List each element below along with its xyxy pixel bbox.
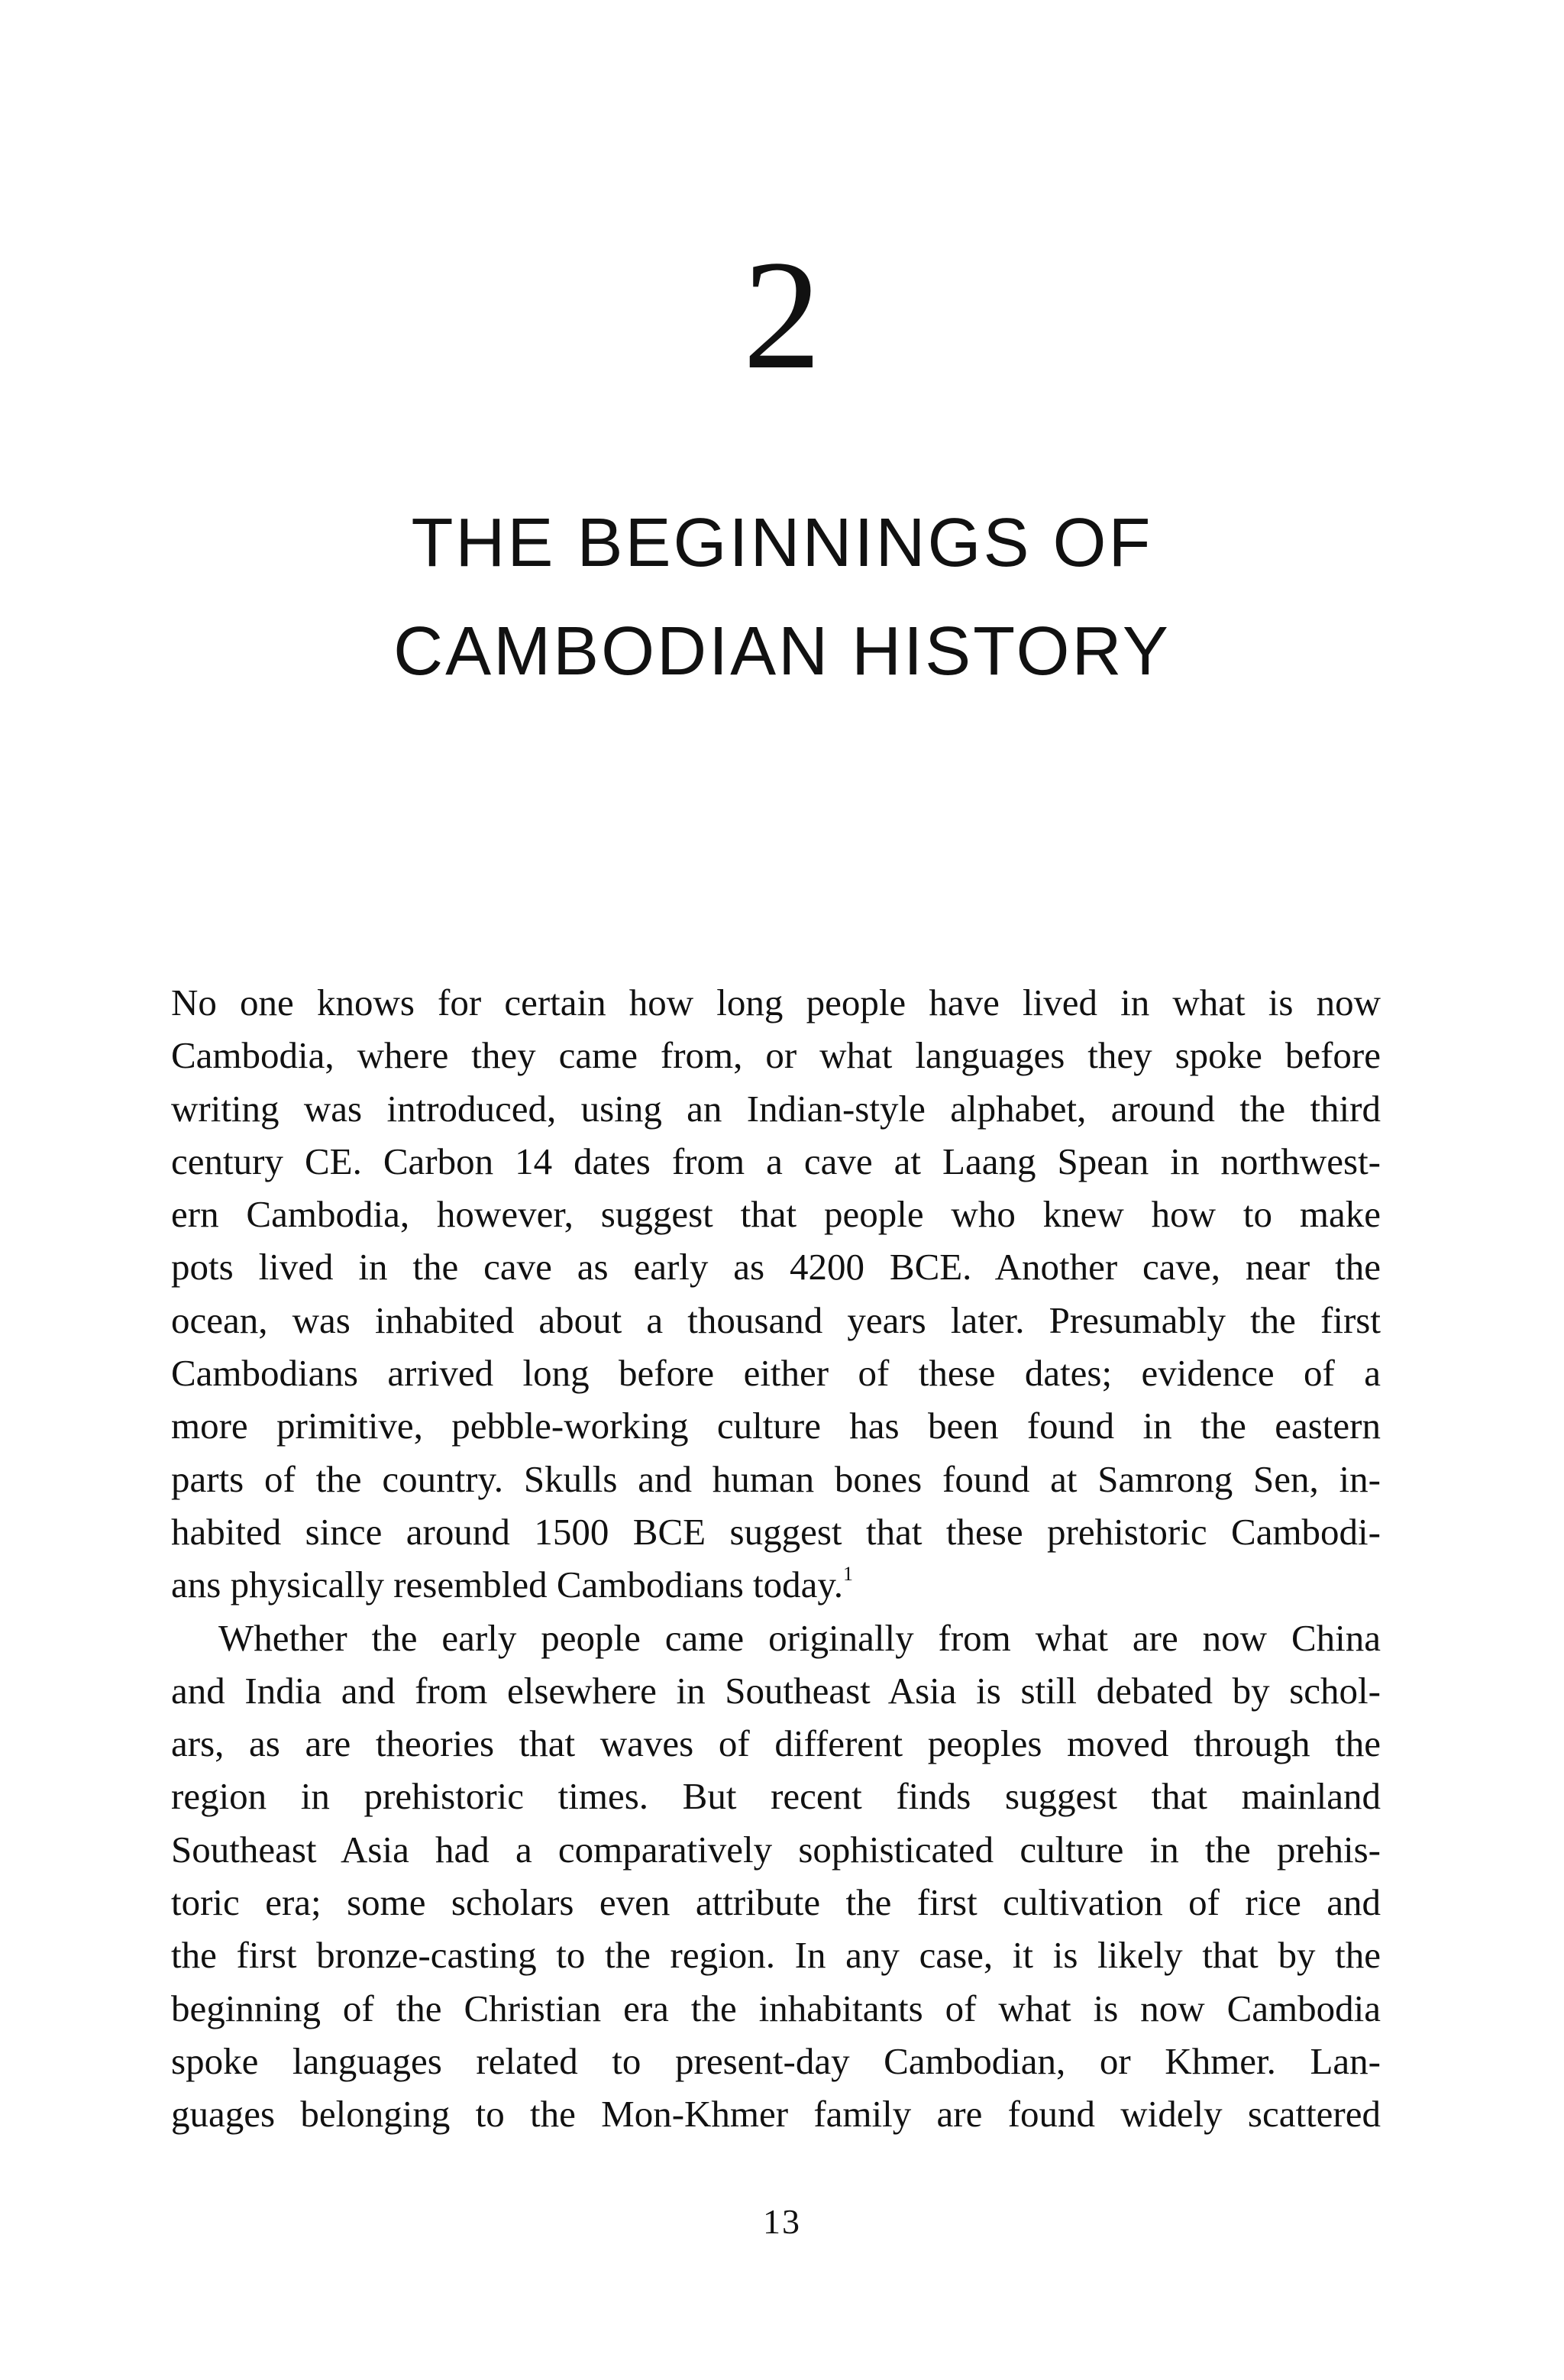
text-line: ocean, was inhabited about a thousand years later. Presumably the first <box>171 1298 1381 1341</box>
text-line: toric era; some scholars even attribute the first cultivation of rice and <box>171 1881 1381 1924</box>
chapter-title <box>0 489 1564 706</box>
text-line: writing was introduced, using an Indian-style alphabet, around the third <box>171 1087 1381 1130</box>
text-line: the first bronze-casting to the region. In any case, it is likely that by the <box>171 1934 1381 1977</box>
chapter-title-line: CAMBODIAN HISTORY <box>393 613 1171 690</box>
text-line: Cambodia, where they came from, or what languages they spoke before <box>171 1034 1381 1077</box>
text-line: more primitive, pebble-working culture has been found in the eastern <box>171 1405 1381 1447</box>
footnote-reference: 1 <box>843 1563 853 1586</box>
text-line: ars, as are theories that waves of different peoples moved through the <box>171 1722 1381 1765</box>
text-line: beginning of the Christian era the inhabitants of what is now Cambodia <box>171 1987 1381 2029</box>
text-line: Whether the early people came originally from what are now China <box>218 1616 1381 1659</box>
text-line: guages belonging to the Mon-Khmer family are found widely scattered <box>171 2093 1381 2136</box>
body-text <box>171 976 1381 2141</box>
text-line: No one knows for certain how long people have lived in what is now <box>171 981 1381 1023</box>
paragraph-2 <box>171 1612 1381 2141</box>
text-line-content: ans physically resembled Cambodians today. <box>171 1563 843 1606</box>
text-line: parts of the country. Skulls and human bones found at Samrong Sen, in- <box>171 1457 1381 1500</box>
text-line: ern Cambodia, however, suggest that people who knew how to make <box>171 1193 1381 1236</box>
text-line: habited since around 1500 BCE suggest that these prehistoric Cambodi- <box>171 1510 1381 1553</box>
paragraph-1 <box>171 976 1381 1612</box>
text-line: Cambodians arrived long before either of these dates; evidence of a <box>171 1352 1381 1395</box>
text-line: region in prehistoric times. But recent finds suggest that mainland <box>171 1775 1381 1818</box>
text-line: pots lived in the cave as early as 4200 BCE. Another cave, near the <box>171 1246 1381 1289</box>
chapter-title-line: THE BEGINNINGS OF <box>411 505 1153 581</box>
text-line: spoke languages related to present-day Cambodian, or Khmer. Lan- <box>171 2039 1381 2082</box>
chapter-number: 2 <box>742 228 822 402</box>
text-line: Southeast Asia had a comparatively sophisticated culture in the prehis- <box>171 1828 1381 1871</box>
text-line-last <box>171 1558 1381 1611</box>
text-line: and India and from elsewhere in Southeast Asia is still debated by schol- <box>171 1669 1381 1712</box>
page-number: 13 <box>763 2202 801 2241</box>
text-line: century CE. Carbon 14 dates from a cave at Laang Spean in northwest- <box>171 1140 1381 1182</box>
